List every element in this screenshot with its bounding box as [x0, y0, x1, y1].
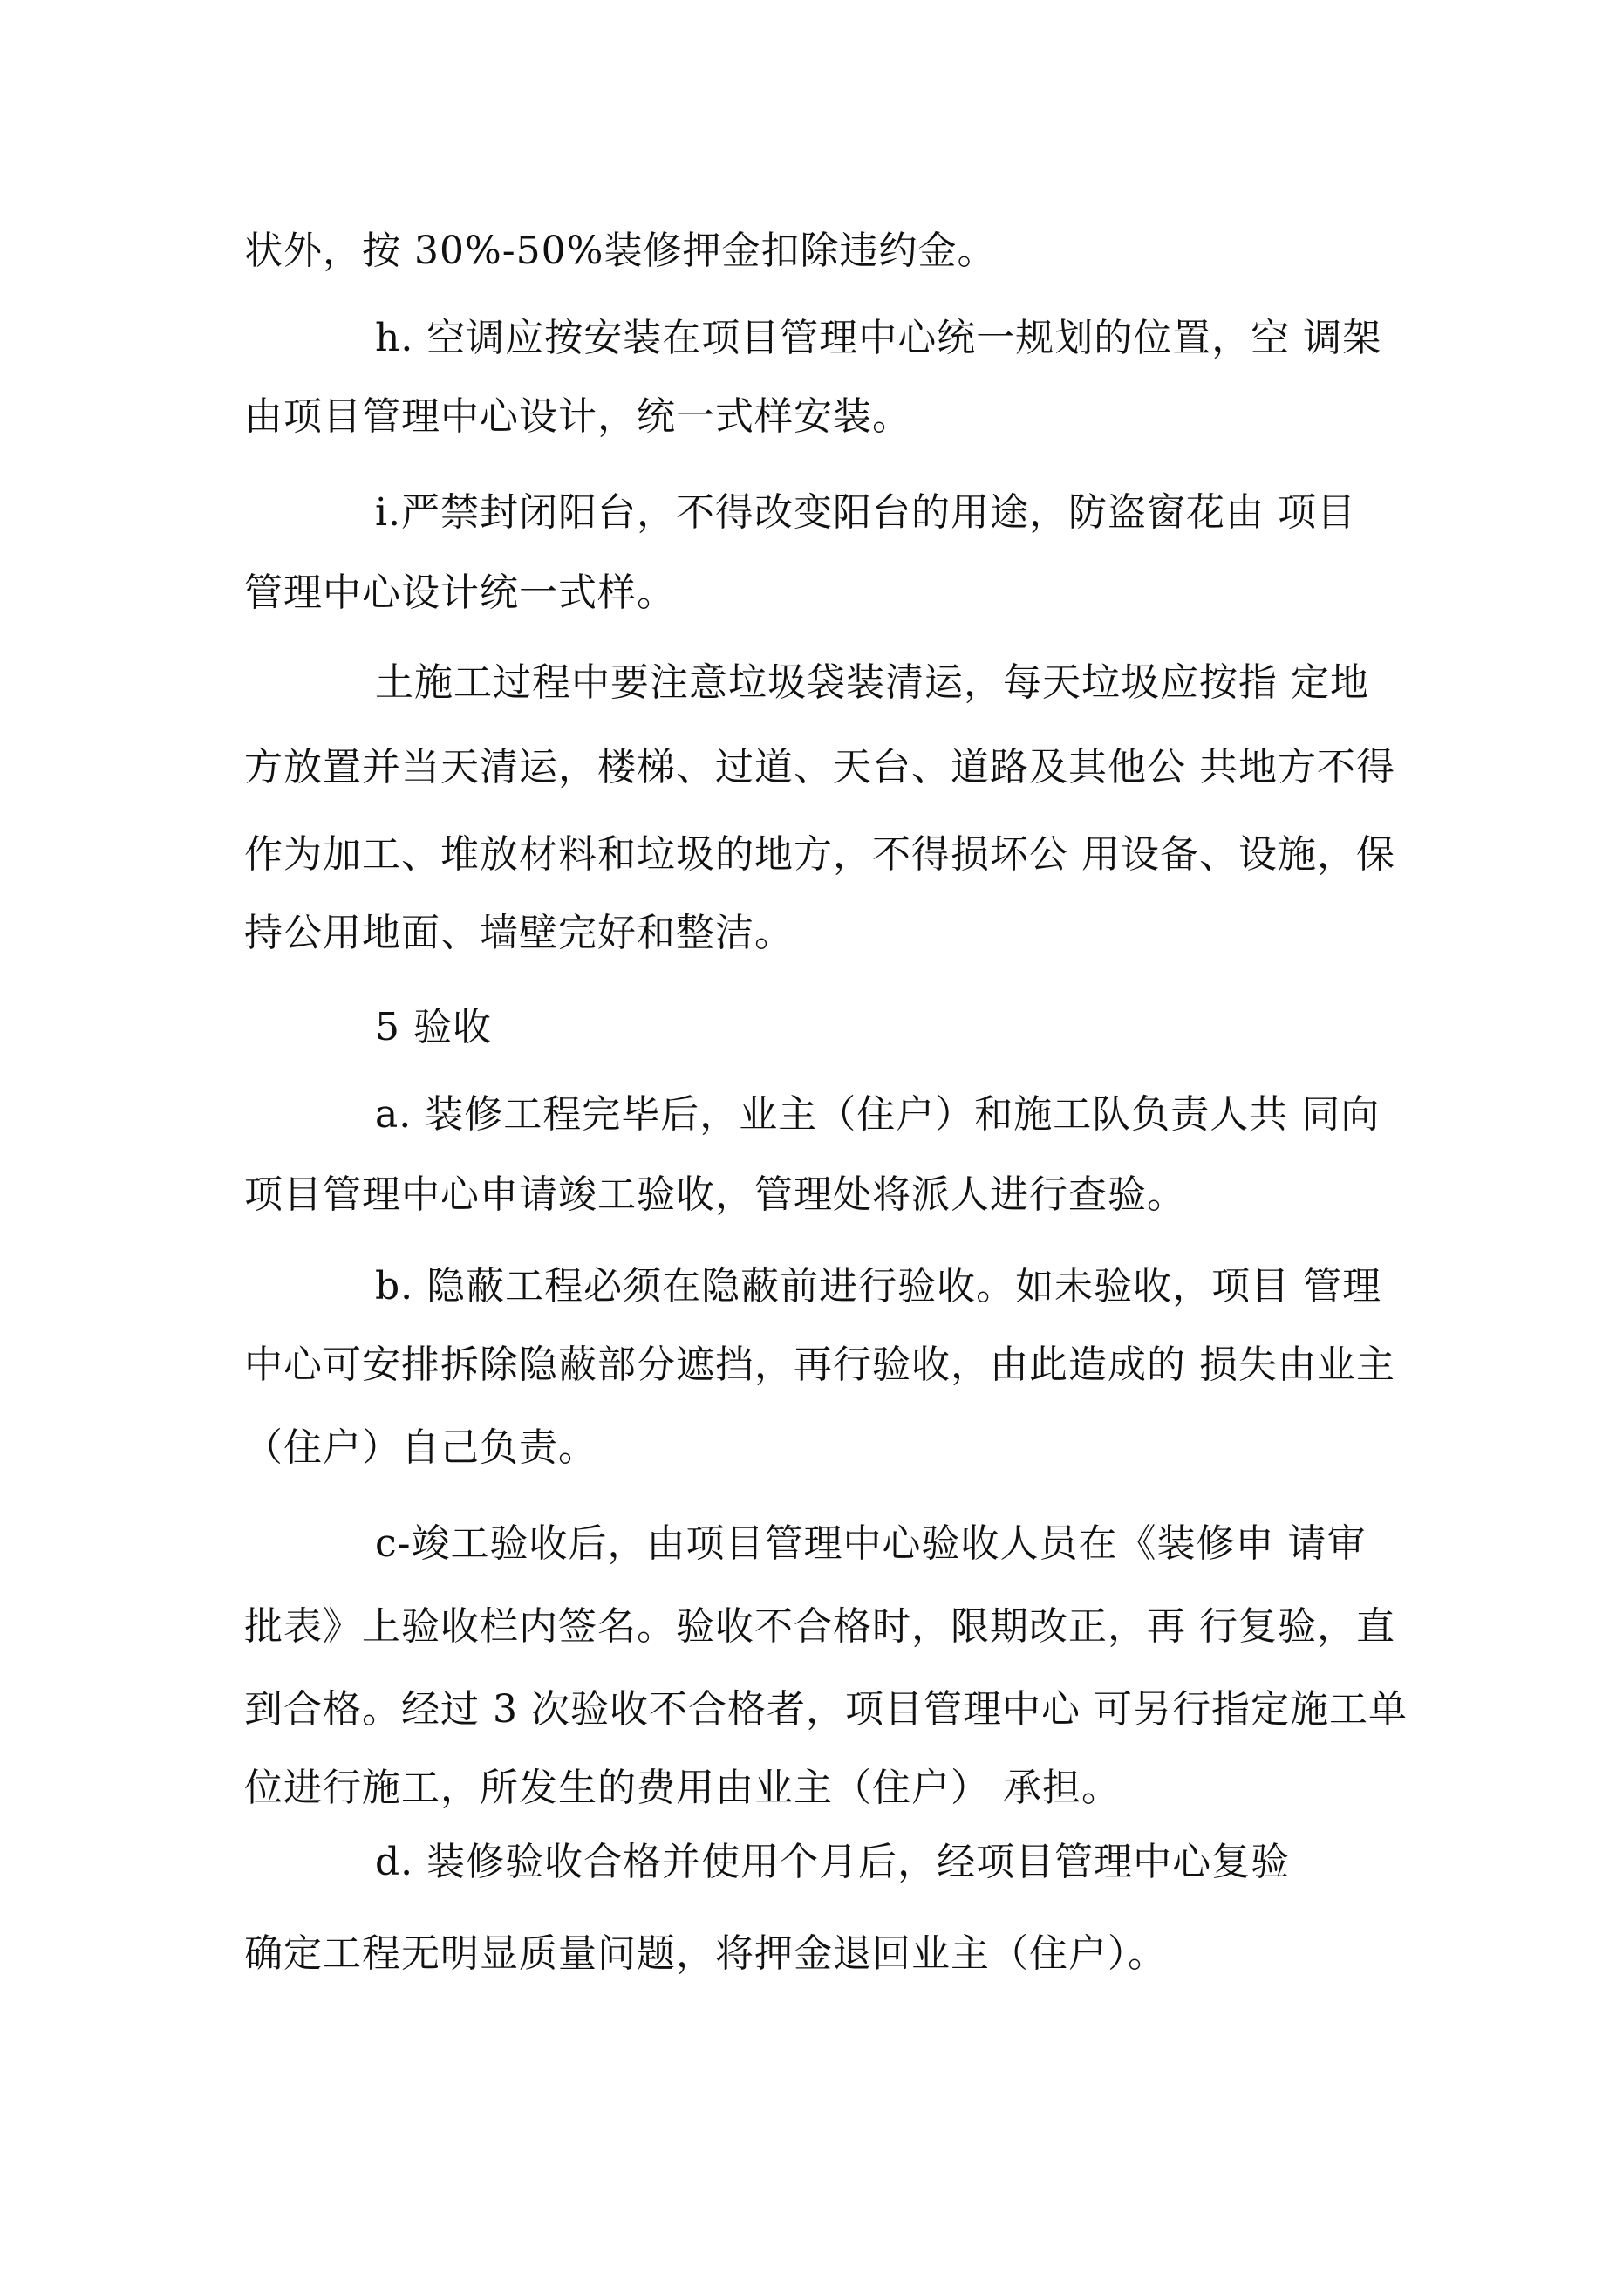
section-heading: 5 验收 — [375, 1005, 492, 1049]
text-line-5: 管理中心设计统一式样。 — [244, 571, 676, 615]
text-line-20: d. 装修验收合格并使用个月后，经项目管理中心复验 — [375, 1840, 1291, 1884]
text-line-12: 项目管理中心申请竣工验收，管理处将派人进行查验。 — [244, 1172, 1186, 1217]
text-line-7: 方放置并当天清运，楼梯、过道、天台、道路及其他公 共地方不得 — [244, 745, 1395, 789]
text-line-19: 位进行施工，所发生的费用由业主（住户） 承担。 — [244, 1766, 1121, 1810]
text-line-11: a. 装修工程完毕后，业主（住户）和施工队负责人共 同向 — [375, 1092, 1381, 1137]
text-line-6: 土施工过程中要注意垃圾袋装清运，每天垃圾应按指 定地 — [375, 660, 1369, 705]
text-line-17: 批表》上验收栏内签名。验收不合格时，限期改正，再 行复验，直 — [244, 1604, 1395, 1649]
text-line-8: 作为加工、堆放材料和垃圾的地方，不得损坏公 用设备、设施，保 — [244, 832, 1395, 877]
text-line-3: 由项目管理中心设计，统一式样安装。 — [244, 394, 911, 439]
text-line-14: 中心可安排拆除隐蔽部分遮挡，再行验收，由此造成的 损失由业主 — [244, 1343, 1395, 1387]
text-line-1: 状外，按 30%-50%装修押金扣除违约金。 — [244, 229, 997, 273]
text-line-21: 确定工程无明显质量问题，将押金退回业主（住户）。 — [244, 1931, 1167, 1976]
text-line-16: c-竣工验收后，由项目管理中心验收人员在《装修申 请审 — [375, 1521, 1367, 1566]
text-line-15: （住户）自己负责。 — [244, 1425, 597, 1470]
text-line-9: 持公用地面、墙壁完好和整洁。 — [244, 911, 794, 955]
text-line-4: i.严禁封闭阳台，不得改变阳台的用途，防盗窗花由 项目 — [375, 490, 1357, 535]
text-line-18: 到合格。经过 3 次验收不合格者，项目管理中心 可另行指定施工单 — [244, 1687, 1408, 1732]
text-line-13: b. 隐蔽工程必须在隐蔽前进行验收。如未验收，项目 管理 — [375, 1264, 1382, 1309]
text-line-2: h. 空调应按安装在项目管理中心统一规划的位置，空 调架 — [375, 316, 1382, 360]
